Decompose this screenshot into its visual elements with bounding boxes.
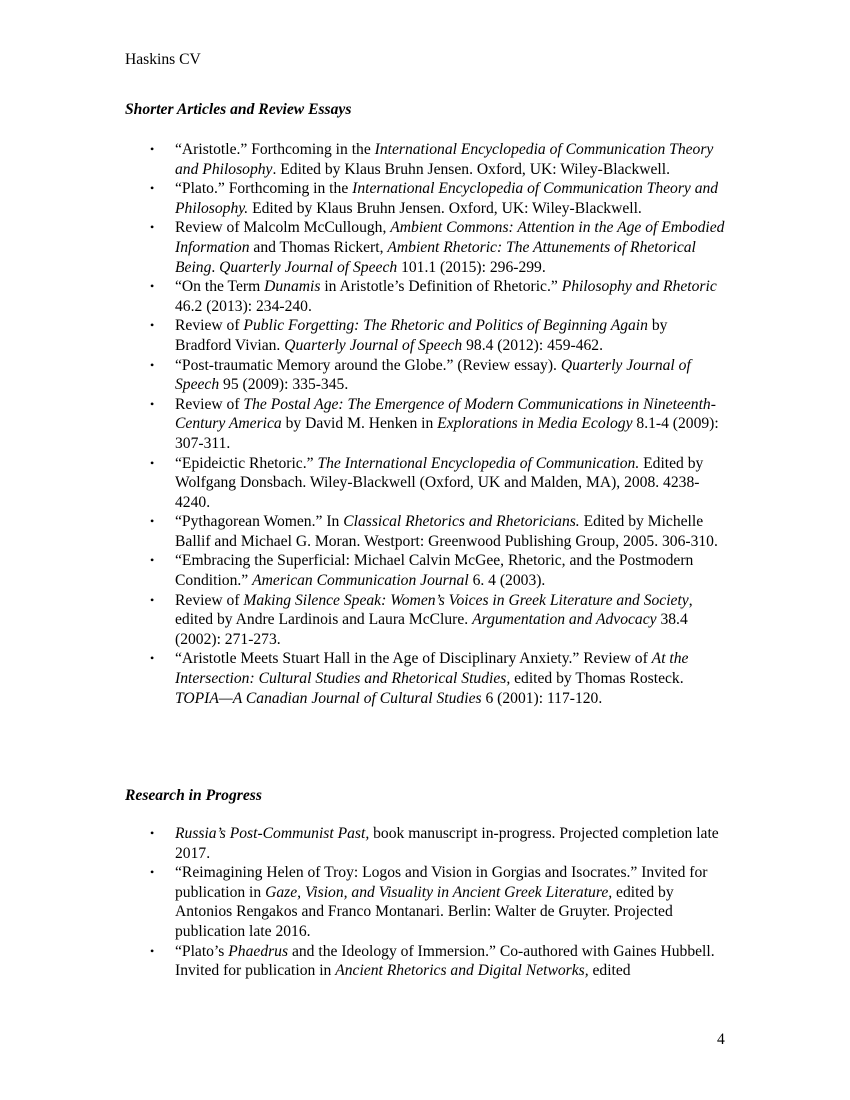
citation-text: Edited by Wolfgang Donsbach. Wiley-Blackwell (Oxford, UK and Malden, MA), 2008. 4238-4240. xyxy=(175,454,704,511)
citation-text: 6 (2001): 117-120. xyxy=(481,689,603,707)
list-item xyxy=(125,140,725,179)
citation-text: “Pythagorean Women.” In xyxy=(175,513,344,531)
citation-text: 46.2 (2013): 234-240. xyxy=(175,297,312,315)
citation-text: Review of xyxy=(175,591,244,609)
italic-title-text: International Encyclopedia of Communication Theory and Philosophy. xyxy=(175,180,719,217)
italic-title-text: Ambient Rhetoric: The Attunements of Rhetorical Being xyxy=(175,238,696,276)
italic-title-text: At the Intersection: Cultural Studies and Rhetorical Studies, xyxy=(175,650,689,688)
citation-text: edited xyxy=(588,962,631,980)
italic-title-text: Making Silence Speak: Women’s Voices in Greek Literature and Society xyxy=(243,591,689,609)
italic-title-text: Philosophy and Rhetoric xyxy=(561,278,717,296)
bullet-icon: • xyxy=(150,396,155,411)
italic-title-text: Ancient Rhetorics and Digital Networks, xyxy=(335,962,589,980)
shorter-articles-list xyxy=(125,140,725,708)
list-item xyxy=(125,591,725,650)
italic-title-text: Quarterly Journal of Speech xyxy=(219,258,398,276)
citation-text: and the Ideology of Immersion.” Co-authored with Gaines Hubbell. Invited for publication in xyxy=(175,942,715,980)
bullet-icon: • xyxy=(150,514,155,529)
citation-text: Edited by Michelle Ballif and Michael G. Moran. Westport: Greenwood Publishing Group, 2005. 306-310. xyxy=(175,513,718,550)
citation-text: 101.1 (2015): 296-299. xyxy=(397,258,546,276)
citation-text: . Edited by Klaus Bruhn Jensen. Oxford, UK: Wiley-Blackwell. xyxy=(272,160,670,178)
list-item xyxy=(125,316,725,355)
running-header: Haskins CV xyxy=(125,51,201,68)
italic-title-text: Phaedrus xyxy=(228,942,289,960)
list-item xyxy=(125,277,725,316)
bullet-icon: • xyxy=(150,651,155,666)
citation-text: Review of xyxy=(175,317,244,335)
research-in-progress-list xyxy=(125,824,725,981)
citation-text: Edited by Klaus Bruhn Jensen. Oxford, UK: Wiley-Blackwell. xyxy=(248,199,642,217)
list-item xyxy=(125,218,725,277)
italic-title-text: Public Forgetting: The Rhetoric and Politics of Beginning Again xyxy=(243,317,648,335)
italic-title-text: Gaze, Vision, and Visuality in Ancient Greek Literature, xyxy=(265,883,613,901)
section-title-shorter-articles: Shorter Articles and Review Essays xyxy=(125,101,352,118)
citation-text: . xyxy=(211,258,220,276)
italic-title-text: The Postal Age: The Emergence of Modern Communications in Nineteenth-Century America xyxy=(175,395,716,433)
list-item xyxy=(125,512,725,551)
italic-title-text: Dunamis xyxy=(264,278,321,296)
citation-text: “Epideictic Rhetoric.” xyxy=(175,454,318,472)
bullet-icon: • xyxy=(150,826,155,840)
bullet-icon: • xyxy=(150,455,155,470)
list-item xyxy=(125,863,725,941)
italic-title-text: Classical Rhetorics and Rhetoricians. xyxy=(343,513,580,531)
citation-text: 6. 4 (2003). xyxy=(468,572,546,590)
list-item xyxy=(125,395,725,454)
citation-text: 38.4 (2002): 271-273. xyxy=(175,611,688,648)
italic-title-text: TOPIA—A Canadian Journal of Cultural Studies xyxy=(175,689,482,707)
bullet-icon: • xyxy=(150,279,155,294)
bullet-icon: • xyxy=(150,181,155,196)
bullet-icon: • xyxy=(150,943,155,958)
citation-text: edited by Antonios Rengakos and Franco Montanari. Berlin: Walter de Gruyter. Projected publication late 2016. xyxy=(175,883,674,940)
list-item xyxy=(125,649,725,708)
bullet-icon: • xyxy=(150,592,155,607)
italic-title-text: American Communication Journal xyxy=(252,572,469,590)
page-number: 4 xyxy=(717,1031,725,1048)
italic-title-text: Quarterly Journal of Speech xyxy=(284,336,463,354)
bullet-icon: • xyxy=(150,318,155,333)
citation-text: edited by Thomas Rosteck. xyxy=(510,670,684,688)
citation-text: , edited by Andre Lardinois and Laura McClure. xyxy=(175,591,693,629)
italic-title-text: Russia’s Post-Communist Past, xyxy=(175,825,370,842)
citation-text: “Aristotle Meets Stuart Hall in the Age of Disciplinary Anxiety.” Review of xyxy=(175,650,652,668)
italic-title-text: International Encyclopedia of Communication Theory and Philosophy xyxy=(175,141,714,178)
citation-text: book manuscript in-progress. Projected completion late 2017. xyxy=(175,825,719,862)
italic-title-text: Ambient Commons: Attention in the Age of Embodied Information xyxy=(175,219,725,256)
citation-text: “Aristotle.” Forthcoming in the xyxy=(175,141,375,158)
citation-text: by Bradford Vivian. xyxy=(175,317,668,354)
italic-title-text: Argumentation and Advocacy xyxy=(472,611,657,629)
citation-text: in Aristotle’s Definition of Rhetoric.” xyxy=(320,278,562,296)
citation-text: and Thomas Rickert, xyxy=(249,238,388,256)
citation-text: “Plato’s xyxy=(175,942,229,960)
bullet-icon: • xyxy=(150,357,155,372)
italic-title-text: The International Encyclopedia of Communication. xyxy=(317,454,640,472)
list-item xyxy=(125,454,725,513)
list-item xyxy=(125,179,725,218)
bullet-icon: • xyxy=(150,142,155,156)
list-item xyxy=(125,824,725,863)
citation-text: Review of Malcolm McCullough, xyxy=(175,219,391,237)
list-item xyxy=(125,942,725,981)
italic-title-text: Quarterly Journal of Speech xyxy=(175,356,691,394)
list-item xyxy=(125,356,725,395)
citation-text: “Post-traumatic Memory around the Globe.” (Review essay). xyxy=(175,356,561,374)
list-item xyxy=(125,551,725,590)
citation-text: 8.1-4 (2009): 307-311. xyxy=(175,415,719,452)
bullet-icon: • xyxy=(150,553,155,568)
citation-text: by David M. Henken in xyxy=(281,415,438,433)
section-title-research-in-progress: Research in Progress xyxy=(125,787,262,804)
citation-text: “Reimagining Helen of Troy: Logos and Vision in Gorgias and Isocrates.” Invited for publication in xyxy=(175,864,708,901)
italic-title-text: Explorations in Media Ecology xyxy=(437,415,633,433)
citation-text: Review of xyxy=(175,395,244,413)
citation-text: “Plato.” Forthcoming in the xyxy=(175,180,353,198)
bullet-icon: • xyxy=(150,865,155,880)
citation-text: 98.4 (2012): 459-462. xyxy=(462,336,603,354)
bullet-icon: • xyxy=(150,220,155,235)
citation-text: 95 (2009): 335-345. xyxy=(219,376,349,394)
citation-text: “Embracing the Superficial: Michael Calvin McGee, Rhetoric, and the Postmodern Condition.” xyxy=(175,552,694,590)
citation-text: “On the Term xyxy=(175,278,265,296)
